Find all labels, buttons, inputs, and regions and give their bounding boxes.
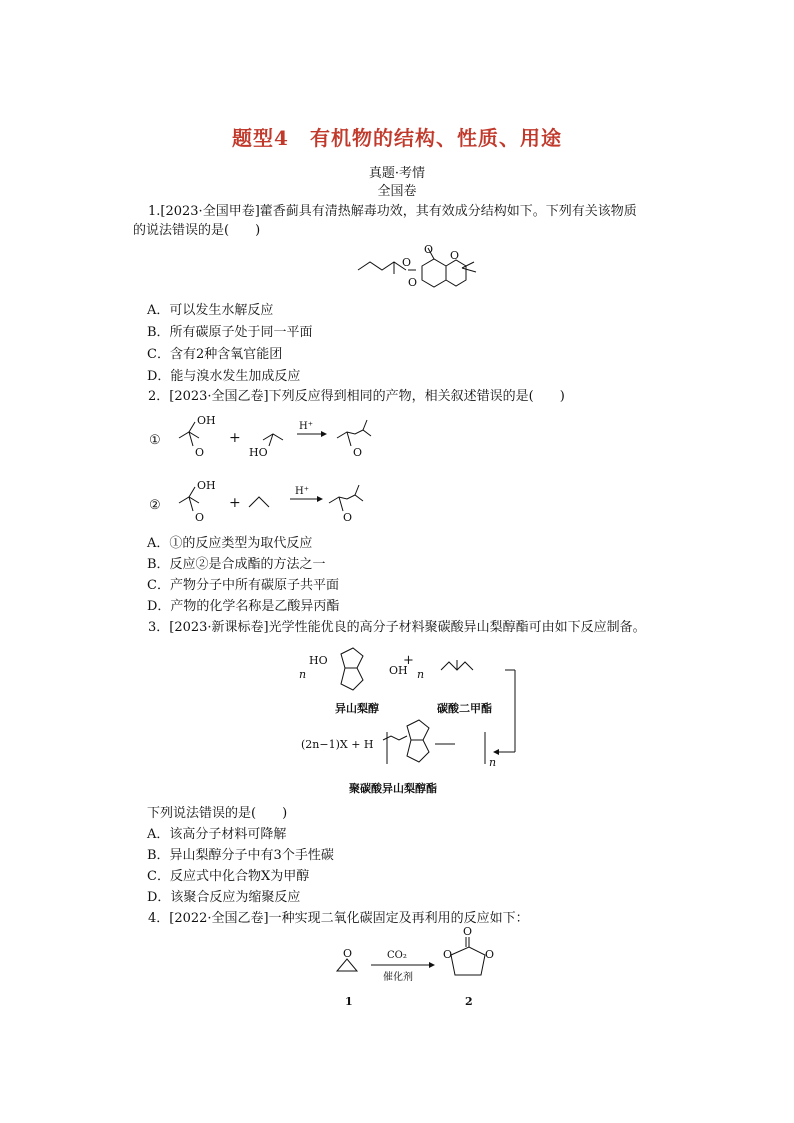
q3-n-3: n <box>489 756 497 769</box>
q2r1-oh-label: OH <box>197 414 216 427</box>
q4-ring-o2: O <box>485 948 495 961</box>
q2-reaction-1 <box>145 410 405 470</box>
q2-option-b: B．反应②是合成酯的方法之一 <box>147 557 326 572</box>
q1-option-d: D．能与溴水发生加成反应 <box>147 369 301 384</box>
q3-option-b: B．异山梨醇分子中有3个手性碳 <box>147 848 334 863</box>
q3-option-a: A．该高分子材料可降解 <box>147 827 287 842</box>
q2r1-o-label: O <box>195 446 205 459</box>
q2r1-ho-label: HO <box>249 446 268 459</box>
q2r2-oh-label: OH <box>197 479 216 492</box>
reaction-1-marker: ① <box>149 433 161 448</box>
q4-epoxide-o: O <box>343 947 353 960</box>
section-label: 真题·考情 <box>368 166 426 181</box>
label-isosorbide: 异山梨醇 <box>335 702 379 715</box>
q1-structure <box>350 240 490 300</box>
q4-reagent-co2: CO₂ <box>387 950 407 961</box>
q3-option-c: C．反应式中化合物X为甲醇 <box>147 869 310 884</box>
q2r2-o-label: O <box>195 511 205 524</box>
q3-n-2: n <box>417 668 425 681</box>
q1-option-b: B．所有碳原子处于同一平面 <box>147 325 313 340</box>
q4-ring-o1: O <box>443 948 453 961</box>
q1-option-c: C．含有2种含氧官能团 <box>147 347 283 362</box>
q3-stem: 3．[2023·新课标卷]光学性能优良的高分子材料聚碳酸异山梨醇酯可由如下反应制备。 <box>148 620 646 635</box>
q2-stem: 2．[2023·全国乙卷]下列反应得到相同的产物，相关叙述错误的是( ) <box>148 389 565 404</box>
q4-carbonyl-o: O <box>463 925 473 938</box>
q2-reaction-2 <box>145 475 405 535</box>
q2r2-plus: + <box>229 495 241 511</box>
q3-plus: + <box>403 653 414 668</box>
q4-label-1: 1 <box>345 995 353 1008</box>
label-dimethyl-carbonate: 碳酸二甲酯 <box>437 702 492 715</box>
q3-stem2: 下列说法错误的是( ) <box>147 806 288 821</box>
label-polymer: 聚碳酸异山梨醇酯 <box>349 782 437 795</box>
q2-option-c: C．产物分子中所有碳原子共平面 <box>147 578 339 593</box>
q2-option-d: D．产物的化学名称是乙酸异丙酯 <box>147 599 340 614</box>
q3-reaction-scheme <box>295 640 525 800</box>
page-title: 题型4 有机物的结构、性质、用途 <box>232 126 562 150</box>
subsection-label: 全国卷 <box>377 184 417 199</box>
q1-o-label2: O <box>408 276 418 289</box>
q4-reagent-catalyst: 催化剂 <box>383 972 413 983</box>
q1-o-label4: O <box>450 249 460 262</box>
q2r2-catalyst: H⁺ <box>295 486 309 497</box>
q1-o-label3: O <box>424 243 434 256</box>
q2-option-a: A．①的反应类型为取代反应 <box>147 536 313 551</box>
reaction-2-marker: ② <box>149 498 161 513</box>
q1-stem-line1: 1.[2023·全国甲卷]藿香蓟具有清热解毒功效，其有效成分结构如下。下列有关该物质 <box>148 204 637 219</box>
q4-stem: 4．[2022·全国乙卷]一种实现二氧化碳固定及再利用的反应如下： <box>148 911 529 926</box>
q3-ho-label: HO <box>309 654 328 667</box>
q1-o-label1: O <box>402 256 412 269</box>
q2r1-plus: + <box>229 430 241 446</box>
q2r1-product-o: O <box>353 446 363 459</box>
q4-label-2: 2 <box>465 995 473 1008</box>
q3-option-d: D．该聚合反应为缩聚反应 <box>147 890 301 905</box>
q1-stem-line2: 的说法错误的是( ) <box>133 223 261 238</box>
q1-option-a: A．可以发生水解反应 <box>147 303 274 318</box>
q4-reaction <box>325 925 500 1010</box>
q2r1-catalyst: H⁺ <box>299 421 313 432</box>
q3-polymer-prefix: (2n−1)X + H <box>301 738 374 751</box>
q3-oh-label: OH <box>389 664 408 677</box>
q3-n-1: n <box>299 668 307 681</box>
q2r2-product-o: O <box>343 511 353 524</box>
